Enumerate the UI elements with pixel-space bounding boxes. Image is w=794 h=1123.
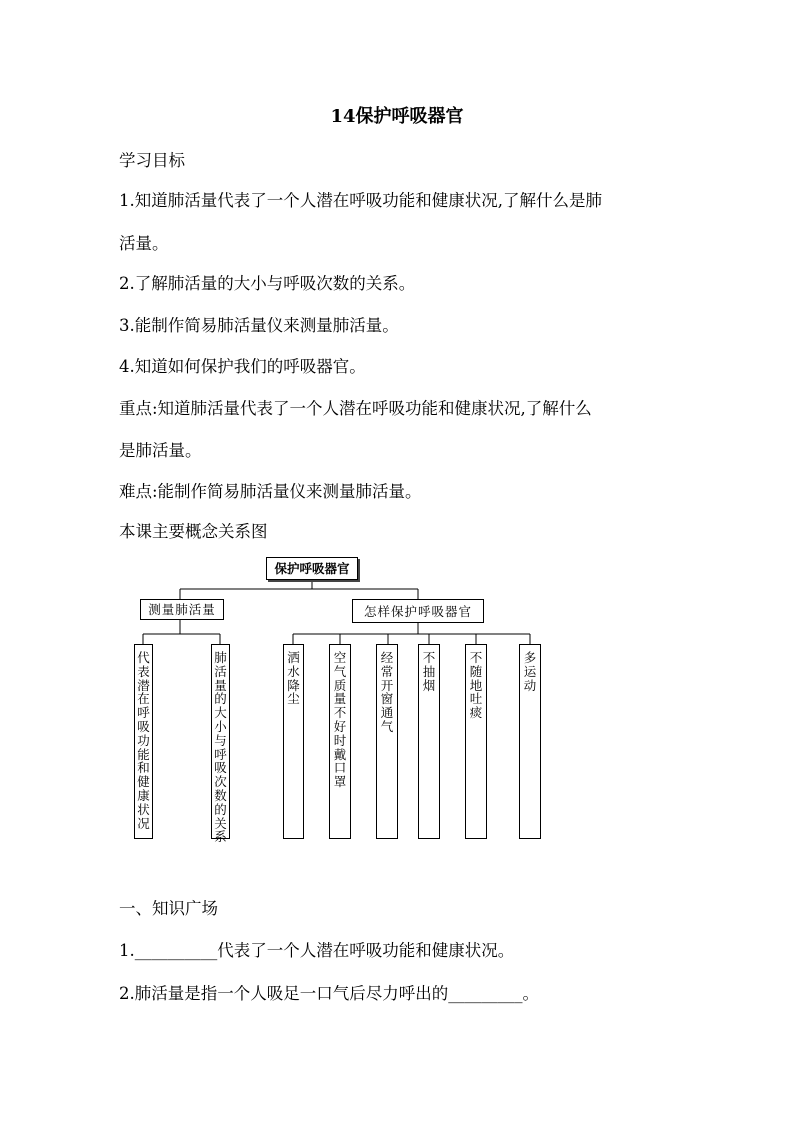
concept-map (130, 553, 560, 845)
concept-leaf (519, 644, 541, 839)
concept-leaf-text: 代表潜在呼吸功能和健康状况 (137, 650, 150, 831)
concept-leaf (283, 644, 304, 839)
concept-leaf-text: 肺活量的大小与呼吸次数的关系 (214, 650, 227, 845)
concept-map-heading: 本课主要概念关系图 (119, 522, 268, 541)
section-heading-knowledge: 一、知识广场 (119, 899, 218, 918)
concept-leaf (376, 644, 398, 839)
goal-line-1-cont: 活量。 (119, 234, 169, 253)
concept-leaf (329, 644, 351, 839)
question-2: 2.肺活量是指一个人吸足一口气后尽力呼出的_________。 (119, 984, 539, 1003)
question-1: 1.__________代表了一个人潜在呼吸功能和健康状况。 (119, 941, 515, 960)
concept-leaf (134, 644, 153, 839)
goal-line-3: 3.能制作简易肺活量仪来测量肺活量。 (119, 316, 399, 335)
concept-leaf (418, 644, 440, 839)
goal-line-2: 2.了解肺活量的大小与呼吸次数的关系。 (119, 274, 416, 293)
concept-leaf-text: 多运动 (523, 650, 537, 693)
concept-leaf-text: 不抽烟 (422, 650, 436, 693)
section-heading-goals: 学习目标 (119, 151, 185, 170)
key-point-line-1: 重点:知道肺活量代表了一个人潜在呼吸功能和健康状况,了解什么 (119, 399, 592, 418)
key-point-line-2: 是肺活量。 (119, 441, 202, 460)
goal-line-4: 4.知道如何保护我们的呼吸器官。 (119, 357, 366, 376)
page-title: 14保护呼吸器官 (330, 106, 464, 127)
concept-root: 保护呼吸器官 (266, 557, 358, 580)
concept-leaf (465, 644, 487, 839)
concept-leaf-text: 空气质量不好时戴口罩 (333, 650, 347, 790)
concept-branch-protect: 怎样保护呼吸器官 (352, 599, 484, 623)
concept-leaf (211, 644, 230, 845)
concept-leaf-text: 经常开窗通气 (380, 650, 394, 734)
concept-branch-measure: 测量肺活量 (140, 599, 224, 620)
concept-leaf-text: 不随地吐痰 (469, 650, 483, 721)
difficult-point: 难点:能制作简易肺活量仪来测量肺活量。 (119, 482, 422, 501)
concept-leaf-text: 洒水降尘 (287, 650, 300, 707)
goal-line-1: 1.知道肺活量代表了一个人潜在呼吸功能和健康状况,了解什么是肺 (119, 191, 602, 210)
